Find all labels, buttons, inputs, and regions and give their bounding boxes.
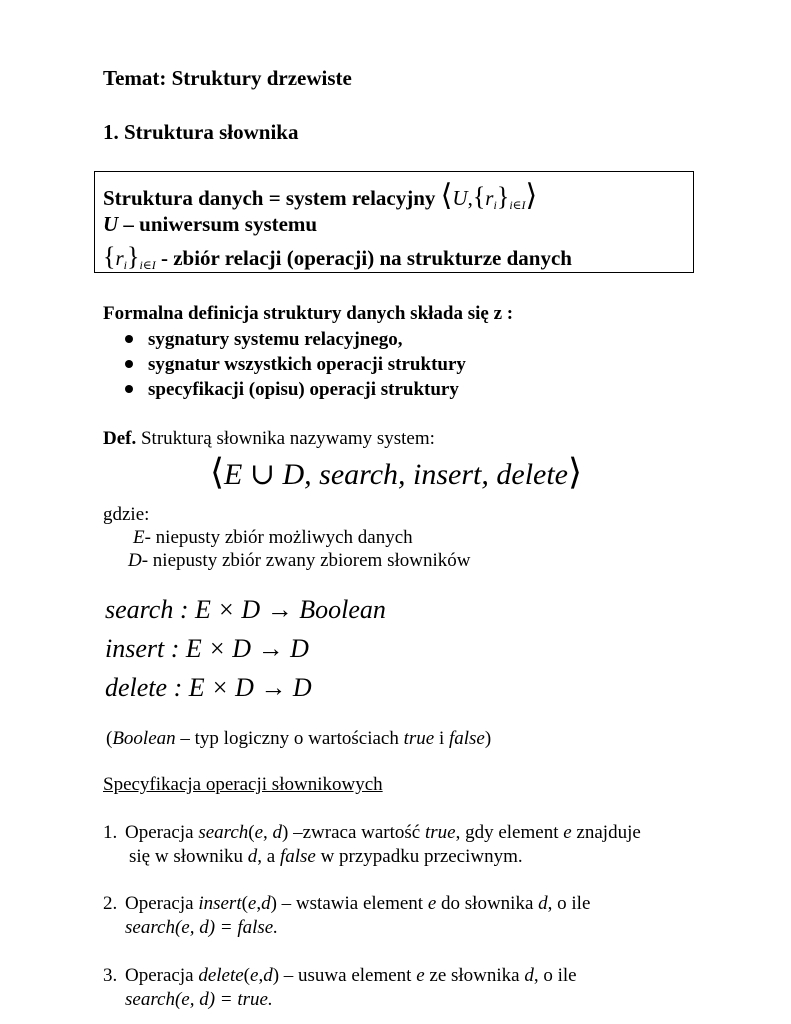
boolean-word: Boolean xyxy=(112,728,176,749)
spec-heading: Specyfikacja operacji słownikowych xyxy=(103,774,383,795)
spec-item-2-line-1 xyxy=(125,893,590,915)
text: , xyxy=(258,965,264,986)
subscript-i: i xyxy=(493,198,497,212)
true-word: true xyxy=(403,728,435,749)
text: ze słownika xyxy=(424,965,525,986)
e-symbol: E xyxy=(133,527,145,548)
definition-label: Def. xyxy=(103,428,137,449)
bullet-text: sygnatury systemu relacyjnego, xyxy=(148,329,403,350)
subscript-i-in-i-2: i∈I xyxy=(139,258,156,272)
insert-word: insert xyxy=(198,893,242,914)
universe-text: – uniwersum systemu xyxy=(118,212,318,236)
text: Operacja xyxy=(125,965,199,986)
text: Operacja xyxy=(125,822,199,843)
spec-item-3-line-1 xyxy=(125,965,577,987)
topic-title: Temat: Struktury drzewiste xyxy=(103,66,352,90)
box-line-1-text: Struktura danych = system relacyjny xyxy=(103,186,436,210)
right-angle-bracket: ⟩ xyxy=(525,179,538,212)
definition-text: Strukturą słownika nazywamy system: xyxy=(136,428,435,449)
math-u: U xyxy=(452,186,468,210)
e-var: e xyxy=(250,965,259,986)
formal-intro: Formalna definicja struktury danych składa się z : xyxy=(103,303,514,324)
text: znajduje xyxy=(571,822,641,843)
section-title: 1. Struktura słownika xyxy=(103,120,299,144)
bullet-dot xyxy=(125,360,133,368)
formula-left-angle: ⟨ xyxy=(210,452,225,492)
spec-item-3-line-2: search(e, d) = true. xyxy=(125,989,273,1010)
bullet-dot xyxy=(125,385,133,393)
e-var: e xyxy=(416,965,425,986)
text: ) – wstawia element xyxy=(270,893,428,914)
and-word: i xyxy=(434,728,449,749)
d-var: d xyxy=(261,893,271,914)
text: się w słowniku xyxy=(129,846,248,867)
spec-item-2-number: 2. xyxy=(103,893,118,914)
math-r: r xyxy=(485,186,494,210)
universe-symbol: U xyxy=(103,212,119,236)
math-r-2: r xyxy=(115,246,124,270)
left-brace: { xyxy=(472,182,486,211)
boolean-mid: – typ logiczny o wartościach xyxy=(175,728,404,749)
formula-body: E ∪ D, search, insert, delete xyxy=(224,458,568,491)
paren-open: ( xyxy=(106,728,113,749)
definition-formula xyxy=(210,451,582,493)
false-word: false xyxy=(279,846,316,867)
e-var: e xyxy=(427,893,437,914)
text: do słownika xyxy=(436,893,539,914)
spec-item-3-number: 3. xyxy=(103,965,118,986)
bullet-dot xyxy=(125,335,133,343)
delete-word: delete xyxy=(198,965,244,986)
d-symbol: D xyxy=(128,550,142,571)
text: , o ile xyxy=(547,893,591,914)
text: , o ile xyxy=(533,965,577,986)
definition-line xyxy=(103,428,435,450)
text: ( xyxy=(243,965,250,986)
signature-insert: insert : E × D → D xyxy=(105,634,309,663)
search-word: search xyxy=(198,822,249,843)
e-var: e xyxy=(563,822,572,843)
bullet-item xyxy=(125,354,466,376)
bullet-text: specyfikacji (opisu) operacji struktury xyxy=(148,379,459,400)
spec-item-2-line-2: search(e, d) = false. xyxy=(125,917,278,938)
bullet-item xyxy=(125,329,403,351)
text: ( xyxy=(241,893,248,914)
text: Operacja xyxy=(125,893,199,914)
spec-item-1-line-1 xyxy=(125,822,641,844)
signature-delete: delete : E × D → D xyxy=(105,673,312,702)
text: ( xyxy=(248,822,255,843)
box-line-1 xyxy=(103,178,537,213)
left-brace-2: { xyxy=(103,242,116,271)
left-angle-bracket: ⟨ xyxy=(440,179,453,212)
d-var: d xyxy=(263,965,273,986)
spec-item-1-line-2 xyxy=(129,846,523,868)
comma: , xyxy=(467,186,473,210)
bullet-item xyxy=(125,379,459,401)
signature-search: search : E × D → Boolean xyxy=(105,595,386,624)
paren-close: ) xyxy=(484,728,492,749)
d-var: d xyxy=(538,893,548,914)
text: , xyxy=(263,822,273,843)
where-label: gdzie: xyxy=(103,504,150,525)
e-var: e xyxy=(247,893,257,914)
d-var: d xyxy=(272,822,283,843)
formula-right-angle: ⟩ xyxy=(568,452,583,492)
subscript-i-2: i xyxy=(123,258,128,272)
text: , a xyxy=(257,846,280,867)
where-d-line xyxy=(128,550,470,572)
text: , xyxy=(256,893,262,914)
d-var: d xyxy=(247,846,258,867)
e-text: - niepusty zbiór możliwych danych xyxy=(144,527,413,548)
false-word: false xyxy=(448,728,485,749)
right-brace-2: } xyxy=(127,242,140,271)
relations-text: - zbiór relacji (operacji) na strukturze danych xyxy=(155,246,572,270)
true-word: true xyxy=(424,822,456,843)
d-text: - niepusty zbiór zwany zbiorem słowników xyxy=(141,550,471,571)
spec-item-1-number: 1. xyxy=(103,822,118,843)
text: , gdy element xyxy=(455,822,564,843)
e-var: e xyxy=(254,822,264,843)
subscript-i-in-i: i∈I xyxy=(509,198,526,212)
where-e-line xyxy=(133,527,413,549)
right-brace: } xyxy=(496,182,510,211)
text: w przypadku przeciwnym. xyxy=(315,846,523,867)
boolean-note xyxy=(106,728,491,750)
box-line-3 xyxy=(103,242,572,273)
d-var: d xyxy=(524,965,534,986)
box-line-2 xyxy=(103,212,317,237)
text: ) –zwraca wartość xyxy=(282,822,425,843)
bullet-text: sygnatur wszystkich operacji struktury xyxy=(148,354,466,375)
text: ) – usuwa element xyxy=(272,965,417,986)
